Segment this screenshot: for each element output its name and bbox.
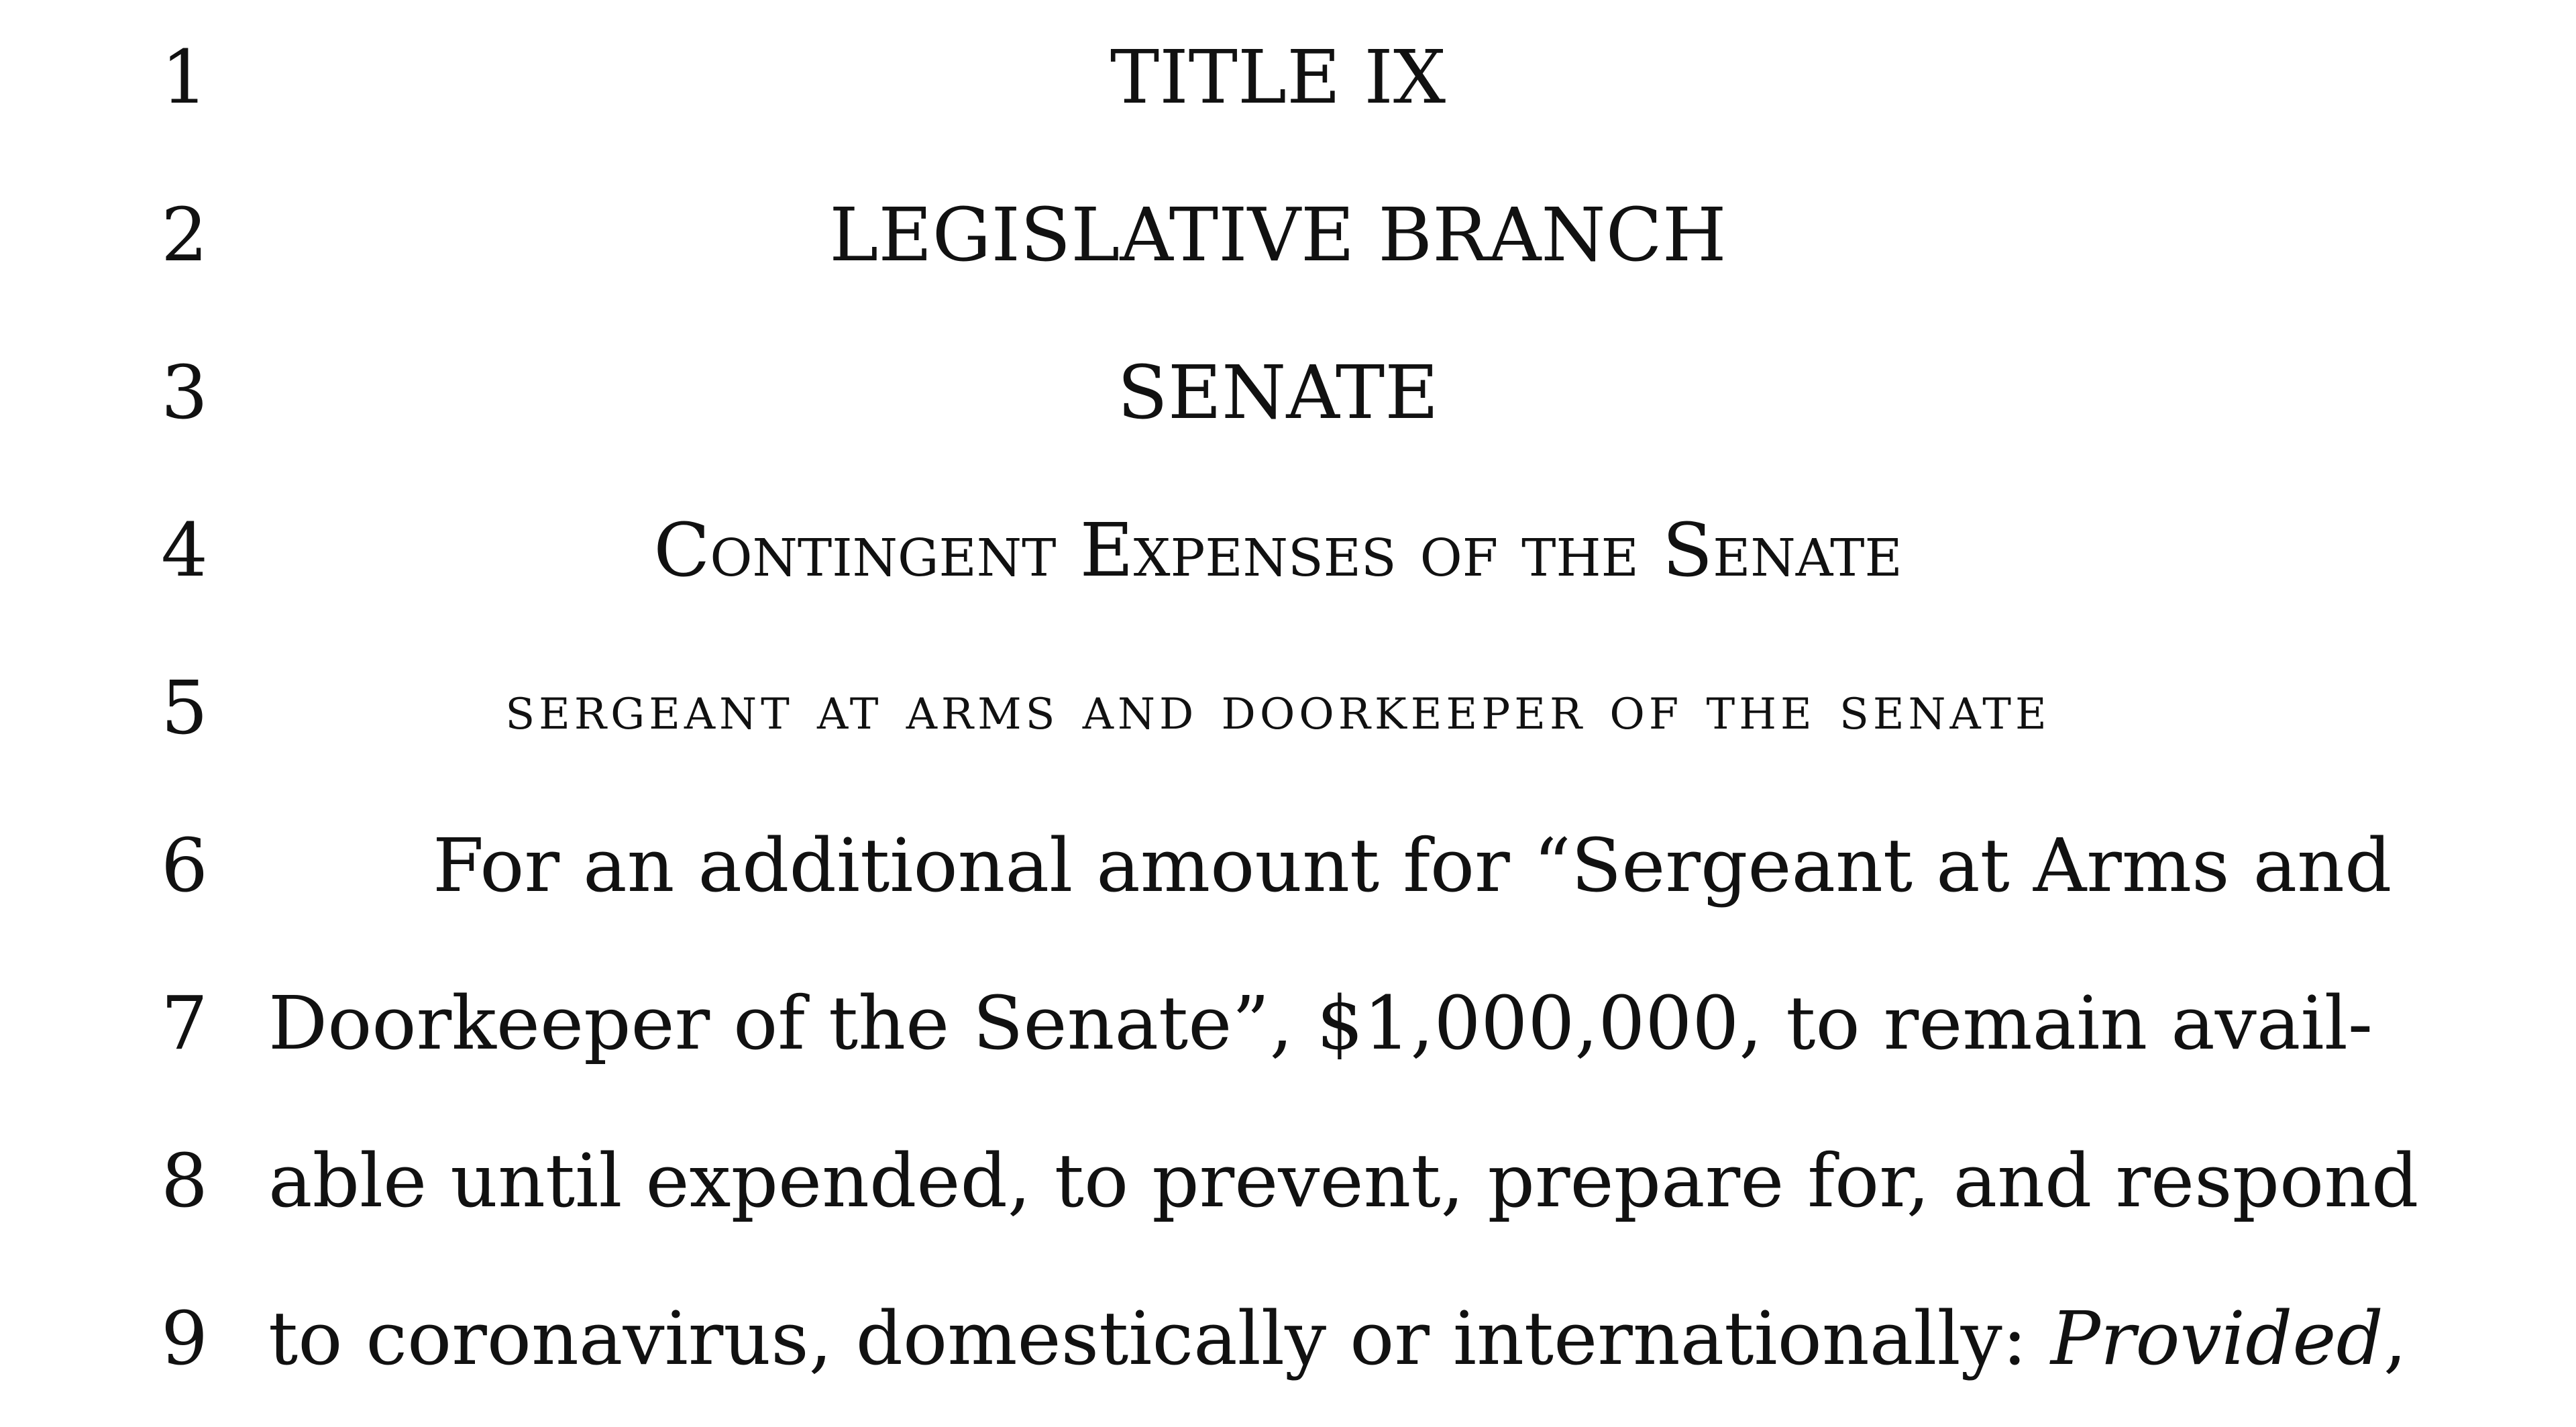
senate-heading: SENATE <box>1117 350 1439 435</box>
line-5 <box>0 661 2576 755</box>
body-text-line: Doorkeeper of the Senate”, $1,000,000, to remain avail- <box>268 980 2373 1066</box>
line-3 <box>0 346 2576 439</box>
provided-italic: Provided <box>2050 1296 2383 1381</box>
line-7 <box>0 976 2576 1070</box>
title-heading: TITLE IX <box>1110 34 1446 120</box>
trailing-punctuation: , <box>2383 1296 2407 1381</box>
line-number: 5 <box>161 665 208 751</box>
line-2 <box>0 188 2576 282</box>
branch-heading: LEGISLATIVE BRANCH <box>829 192 1727 278</box>
line-8 <box>0 1134 2576 1228</box>
line-number: 2 <box>161 192 208 278</box>
body-text-segment: to coronavirus, domestically or internationally: <box>268 1296 2051 1381</box>
sub-account-heading: sergeant at arms and doorkeeper of the senate <box>505 672 2051 743</box>
line-number: 9 <box>161 1296 208 1381</box>
line-number: 7 <box>161 980 208 1066</box>
line-4 <box>0 503 2576 597</box>
line-number: 4 <box>161 507 208 593</box>
body-text-line: For an additional amount for “Sergeant at Arms and <box>433 823 2392 908</box>
account-heading: Contingent Expenses of the Senate <box>653 507 1902 593</box>
line-9 <box>0 1291 2576 1385</box>
body-text-line <box>268 1291 2407 1385</box>
line-number: 3 <box>161 350 208 435</box>
line-6 <box>0 818 2576 912</box>
body-text-line: able until expended, to prevent, prepare for, and respond <box>268 1138 2419 1224</box>
line-number: 8 <box>161 1138 208 1224</box>
line-number: 6 <box>161 823 208 908</box>
line-number: 1 <box>161 34 208 120</box>
line-1 <box>0 30 2576 124</box>
